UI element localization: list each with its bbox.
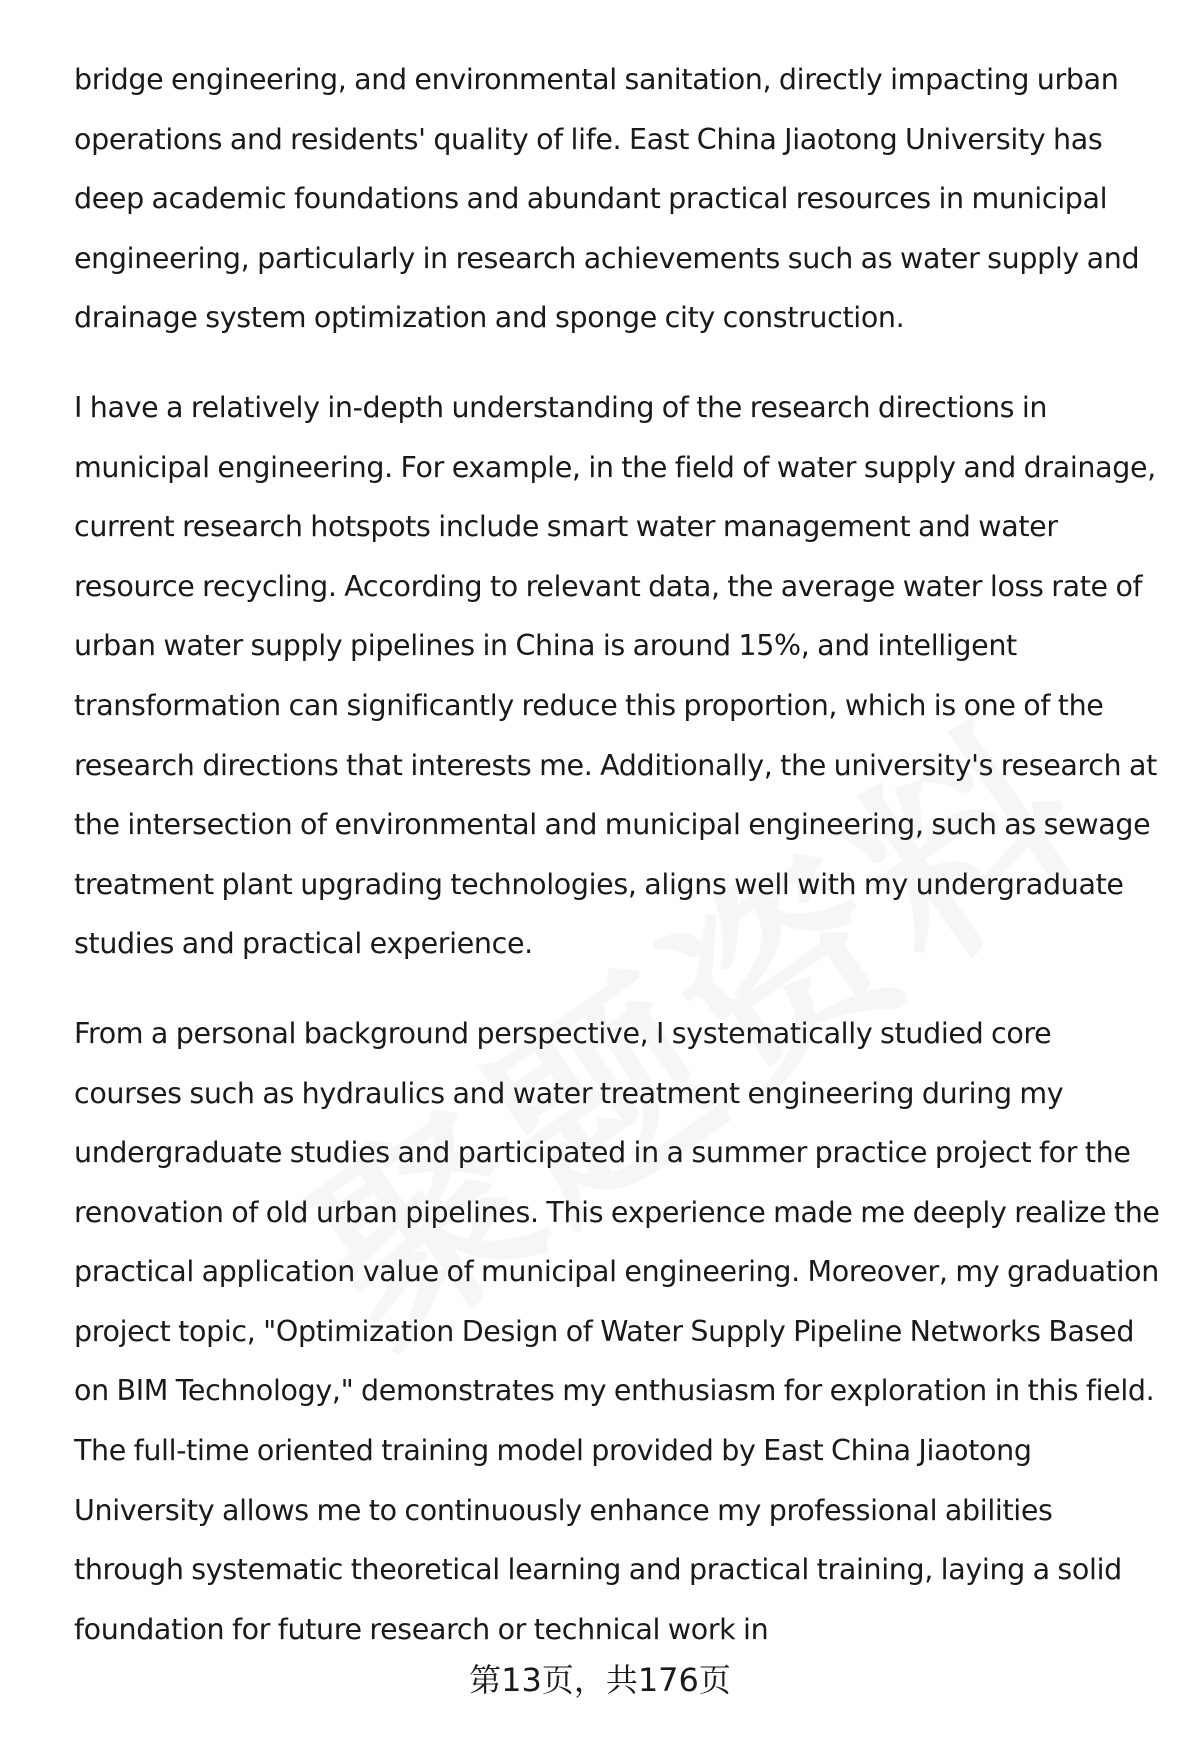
- page-number-footer: 第13页，共176页: [469, 1661, 731, 1699]
- paragraph-1: bridge engineering, and environmental sanitation, directly impacting urban operations and residents' quality of life. East China Jiaotong University has deep academic foundations and abundant practical resources in municipal engineering, particularly in research achievements such as water supply and drainage system optimization and sponge city construction.: [74, 63, 1140, 335]
- paragraph-2: I have a relatively in-depth understanding of the research directions in municipal engineering. For example, in the field of water supply and drainage, current research hotspots include smart water management and water resource recycling. According to relevant data, the average water loss rate of urban water supply pipelines in China is around 15%, and intelligent transformation can significantly reduce this proportion, which is one of the research directions that interests me. Additionally, the university's research at the intersection of environmental and municipal engineering, such as sewage treatment plant upgrading technologies, aligns well with my undergraduate studies and practical experience.: [74, 390, 1157, 961]
- document-body: [74, 50, 1164, 1689]
- paragraph-3: From a personal background perspective, I systematically studied core courses such as hydraulics and water treatment engineering during my undergraduate studies and participated in a summer practice project for the renovation of old urban pipelines. This experience made me deeply realize the practical application value of municipal engineering. Moreover, my graduation project topic, "Optimization Design of Water Supply Pipeline Networks Based on BIM Technology," demonstrates my enthusiasm for exploration in this field. The full-time oriented training model provided by East China Jiaotong University allows me to continuously enhance my professional abilities through systematic theoretical learning and practical training, laying a solid foundation for future research or technical work in: [74, 1016, 1160, 1646]
